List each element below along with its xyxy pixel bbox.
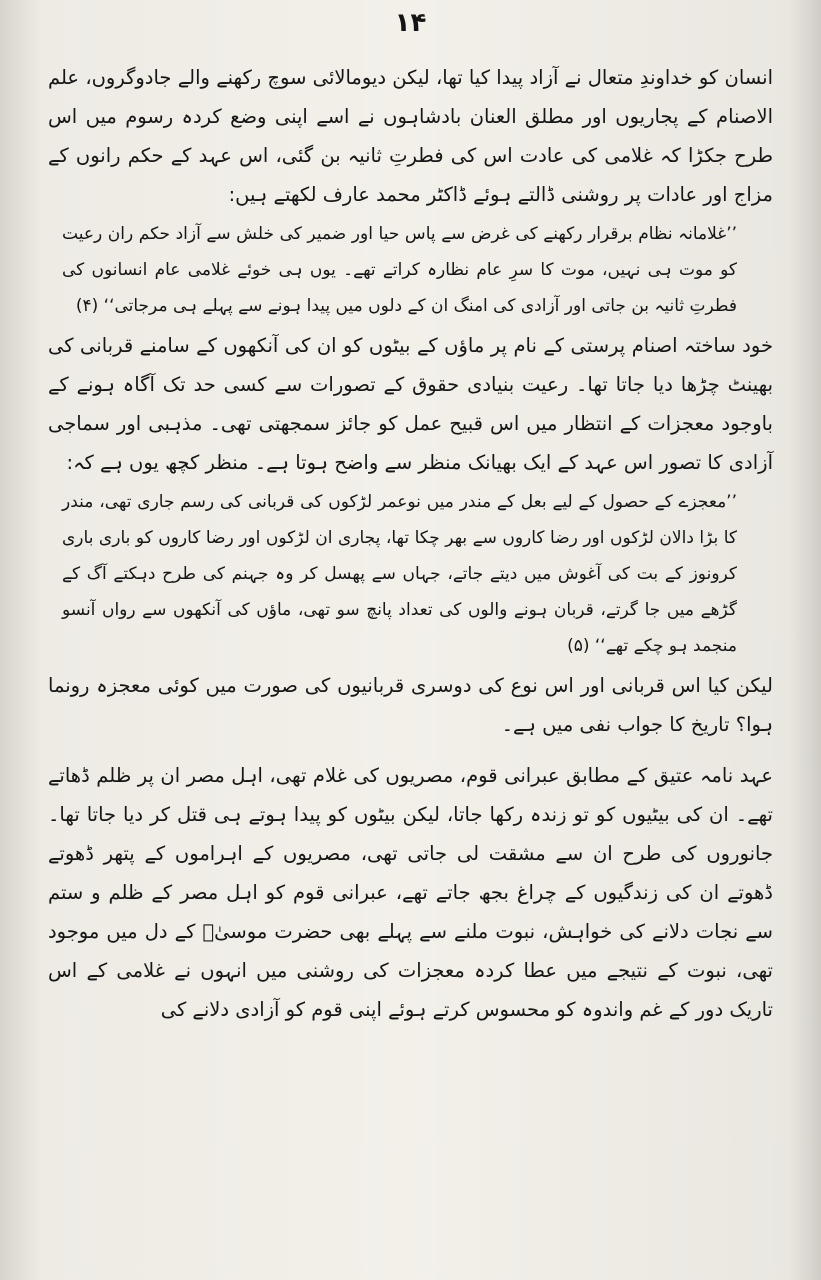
paragraph-old-testament: عہد نامہ عتیق کے مطابق عبرانی قوم، مصریوں کی غلام تھی، اہل مصر ان پر ظلم ڈھاتے تھے۔ ان کی بیٹیوں کو تو زندہ رکھا جاتا، لیکن بیٹوں کو پیدا ہوتے ہی قتل کر دیا جاتا تھا۔ جانوروں کی طرح ان سے مشقت لی جاتی تھی، مصریوں کے اہراموں کے پتھر ڈھوتے ڈھوتے ان کی زندگیوں کے چراغ بجھ جاتے تھے، عبرانی قوم کو اہل مصر کے ظلم و ستم سے نجات دلانے کی خواہش، نبوت ملنے سے پہلے بھی حضرت موسیٰؑ کے دل میں موجود تھی، نبوت کے نتیجے میں عطا کردہ معجزات کی روشنی میں انہوں نے غلامی کے اس تاریک دور کے غم واندوہ کو محسوس کرتے ہوئے اپنی قوم کو آزادی دلانے کی (48, 764, 773, 1021)
paragraph-question: لیکن کیا اس قربانی اور اس نوع کی دوسری قربانیوں کی صورت میں کوئی معجزہ رونما ہوا؟ تاریخ کا جواب نفی میں ہے۔ (48, 674, 773, 736)
quote-baal-temple: ’’معجزے کے حصول کے لیے بعل کے مندر میں نوعمر لڑکوں کی قربانی کی رسم جاری تھی، مندر کا بڑا دالان لڑکوں اور رضا کاروں سے بھر چکا تھا، پجاری ان لڑکوں اور رضا کاروں کو باری باری کرونوز کے بت کی آغوش میں دیتے جاتے، جہاں سے پھسل کر وہ جہنم کی طرح دہکتے آگ کے گڑھے میں جا گرتے، قربان ہونے والوں کی تعداد پانچ سو تھی، ماؤں کی آنکھوں سے رواں آنسو منجمد ہو چکے تھے‘‘ (۵) (62, 492, 737, 656)
page-body (48, 58, 773, 1029)
paragraph-sacrifice: خود ساختہ اصنام پرستی کے نام پر ماؤں کے بیٹوں کو ان کی آنکھوں کے سامنے قربانی کی بھینٹ چڑھا دیا جاتا تھا۔ رعیت بنیادی حقوق کے تصورات سے کسی حد تک آگاہ ہونے کے باوجود معجزات کے انتظار میں اس قبیح عمل کو جائز سمجھتی تھی۔ مذہبی اور سماجی آزادی کا تصور اس عہد کے ایک بھیانک منظر سے واضح ہوتا ہے۔ منظر کچھ یوں ہے کہ: (48, 334, 773, 474)
paragraph-intro: انسان کو خداوندِ متعال نے آزاد پیدا کیا تھا، لیکن دیومالائی سوچ رکھنے والے جادوگروں، علم الاصنام کے پجاریوں اور مطلق العنان بادشاہوں نے اسے اپنی وضع کردہ رسوم میں اس طرح جکڑا کہ غلامی کی عادت اس کی فطرتِ ثانیہ بن گئی، اس عہد کے حکم رانوں کے مزاج اور عادات پر روشنی ڈالتے ہوئے ڈاکٹر محمد عارف لکھتے ہیں: (48, 66, 773, 206)
quote-arif: ’’غلامانہ نظام برقرار رکھنے کی غرض سے پاس حیا اور ضمیر کی خلش سے آزاد حکم ران رعیت کو موت ہی نہیں، موت کا سرِ عام نظارہ کراتے تھے۔ یوں ہی خوئے غلامی عام انسانوں کی فطرتِ ثانیہ بن جاتی اور آزادی کی امنگ ان کے دلوں میں پیدا ہونے سے پہلے ہی مرجاتی‘‘ (۴) (62, 224, 737, 316)
page-number: ۱۴ (394, 8, 427, 38)
